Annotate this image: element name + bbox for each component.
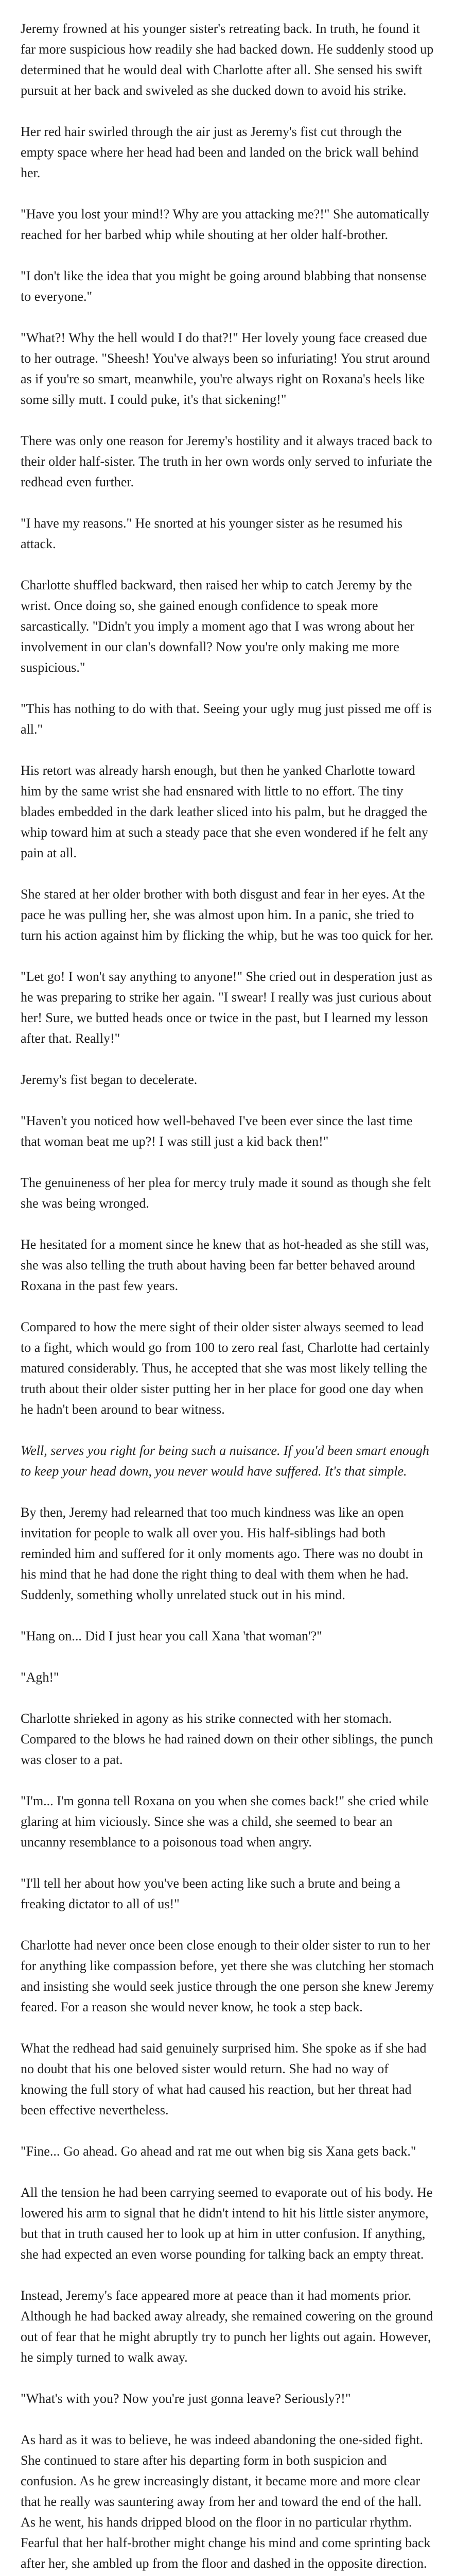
paragraph: "What?! Why the hell would I do that?!" Her lovely young face creased due to her outrage. "Sheesh! You've always been so infuriating! You strut around as if you're so smart, meanwhile, you're always right on Roxana's heels like some silly mutt. I could puke, it's that sickening!" <box>21 330 430 407</box>
paragraph: "I have my reasons." He snorted at his younger sister as he resumed his attack. <box>21 516 402 551</box>
paragraph: Charlotte shrieked in agony as his strike connected with her stomach. Compared to the blows he had rained down on their other siblings, the punch was closer to a pat. <box>21 1711 433 1767</box>
paragraph: "I'll tell her about how you've been acting like such a brute and being a freaking dictator to all of us!" <box>21 1876 400 1911</box>
paragraph: Well, serves you right for being such a nuisance. If you'd been smart enough to keep your head down, you never would have suffered. It's that simple. <box>21 1443 429 1479</box>
paragraph: "Let go! I won't say anything to anyone!" She cried out in desperation just as he was preparing to strike her again. "I swear! I really was just curious about her! Sure, we butted heads once or twice in the past, but I learned my lesson after that. Really!" <box>21 969 432 1046</box>
paragraph: What the redhead had said genuinely surprised him. She spoke as if she had no doubt that his one beloved sister would return. She had no way of knowing the full story of what had caused his reaction, but her threat had been effective nevertheless. <box>21 2041 427 2117</box>
paragraph: His retort was already harsh enough, but then he yanked Charlotte toward him by the same wrist she had ensnared with little to no effort. The tiny blades embedded in the dark leather sliced into his palm, but he dragged the whip toward him at such a steady pace that she even wondered if he felt any pain at all. <box>21 763 428 860</box>
paragraph: The genuineness of her plea for mercy truly made it sound as though she felt she was being wronged. <box>21 1175 431 1211</box>
paragraph: "Hang on... Did I just hear you call Xana 'that woman'?" <box>21 1629 322 1643</box>
paragraph: "This has nothing to do with that. Seeing your ugly mug just pissed me off is all." <box>21 701 432 737</box>
paragraph: "Agh!" <box>21 1670 59 1685</box>
paragraph: Her red hair swirled through the air just as Jeremy's fist cut through the empty space where her head had been and landed on the brick wall behind her. <box>21 124 419 180</box>
paragraph: "Fine... Go ahead. Go ahead and rat me out when big sis Xana gets back." <box>21 2144 416 2159</box>
paragraph: By then, Jeremy had relearned that too much kindness was like an open invitation for people to walk all over you. His half-siblings had both reminded him and suffered for it only moments ago. There was no doubt in his mind that he had done the right thing to deal with them when he had. Suddenly, something wholly unrelated stuck out in his mind. <box>21 1505 423 1602</box>
paragraph: "I'm... I'm gonna tell Roxana on you when she comes back!" she cried while glaring at him viciously. Since she was a child, she seemed to bear an uncanny resemblance to a poisonous toad when angry. <box>21 1793 429 1850</box>
paragraph: "I don't like the idea that you might be going around blabbing that nonsense to everyone." <box>21 268 427 304</box>
paragraph: Jeremy frowned at his younger sister's retreating back. In truth, he found it far more suspicious how readily she had backed down. He suddenly stood up determined that he would deal with Charlotte after all. She sensed his swift pursuit at her back and swiveled as she ducked down to avoid his strike. <box>21 21 434 98</box>
paragraph: "Haven't you noticed how well-behaved I've been ever since the last time that woman beat me up?! I was still just a kid back then!" <box>21 1113 413 1149</box>
paragraph: All the tension he had been carrying seemed to evaporate out of his body. He lowered his arm to signal that he didn't intend to hit his little sister anymore, but that in truth caused her to look up at him in utter confusion. If anything, she had expected an even worse pounding for talking back an empty threat. <box>21 2185 433 2262</box>
paragraph: Charlotte had never once been close enough to their older sister to run to her for anything like compassion before, yet there she was clutching her stomach and insisting she would seek justice through the one person she knew Jeremy feared. For a reason she would never know, he took a step back. <box>21 1938 434 2014</box>
paragraph: He hesitated for a moment since he knew that as hot-headed as she still was, she was also telling the truth about having been far better behaved around Roxana in the past few years. <box>21 1237 429 1293</box>
paragraph: "What's with you? Now you're just gonna leave? Seriously?!" <box>21 2391 351 2406</box>
paragraph: Jeremy's fist began to decelerate. <box>21 1072 198 1087</box>
paragraph: "Have you lost your mind!? Why are you attacking me?!" She automatically reached for her barbed whip while shouting at her older half-brother. <box>21 207 430 242</box>
paragraph: There was only one reason for Jeremy's hostility and it always traced back to their older half-sister. The truth in her own words only served to infuriate the redhead even further. <box>21 433 432 489</box>
paragraph: Compared to how the mere sight of their older sister always seemed to lead to a fight, which would go from 100 to zero real fast, Charlotte had certainly matured considerably. Thus, he accepted that she was most likely telling the truth about their older sister putting her in her place for good one day when he hadn't been around to bear witness. <box>21 1319 430 1417</box>
paragraph: Instead, Jeremy's face appeared more at peace than it had moments prior. Although he had backed away already, she remained cowering on the ground out of fear that he might abruptly try to punch her lights out again. However, he simply turned to walk away. <box>21 2288 433 2365</box>
paragraph: She stared at her older brother with both disgust and fear in her eyes. At the pace he was pulling her, she was almost upon him. In a panic, she tried to turn his action against him by flicking the whip, but he was too quick for her. <box>21 887 434 943</box>
story-section-one <box>21 19 435 2574</box>
paragraph: Charlotte shuffled backward, then raised her whip to catch Jeremy by the wrist. Once doing so, she gained enough confidence to speak more sarcastically. "Didn't you imply a moment ago that I was wrong about her involvement in our clan's downfall? Now you're only making me more suspicious." <box>21 578 415 675</box>
paragraph: As hard as it was to believe, he was indeed abandoning the one-sided fight. She continued to stare after his departing form in both suspicion and confusion. As he grew increasingly distant, it became more and more clear that he really was sauntering away from her and toward the end of the hall. As he went, his hands dripped blood on the floor in no particular rhythm. Fearful that her half-brother might change his mind and come sprinting back after her, she ambled up from the floor and dashed in the opposite direction. <box>21 2432 431 2571</box>
